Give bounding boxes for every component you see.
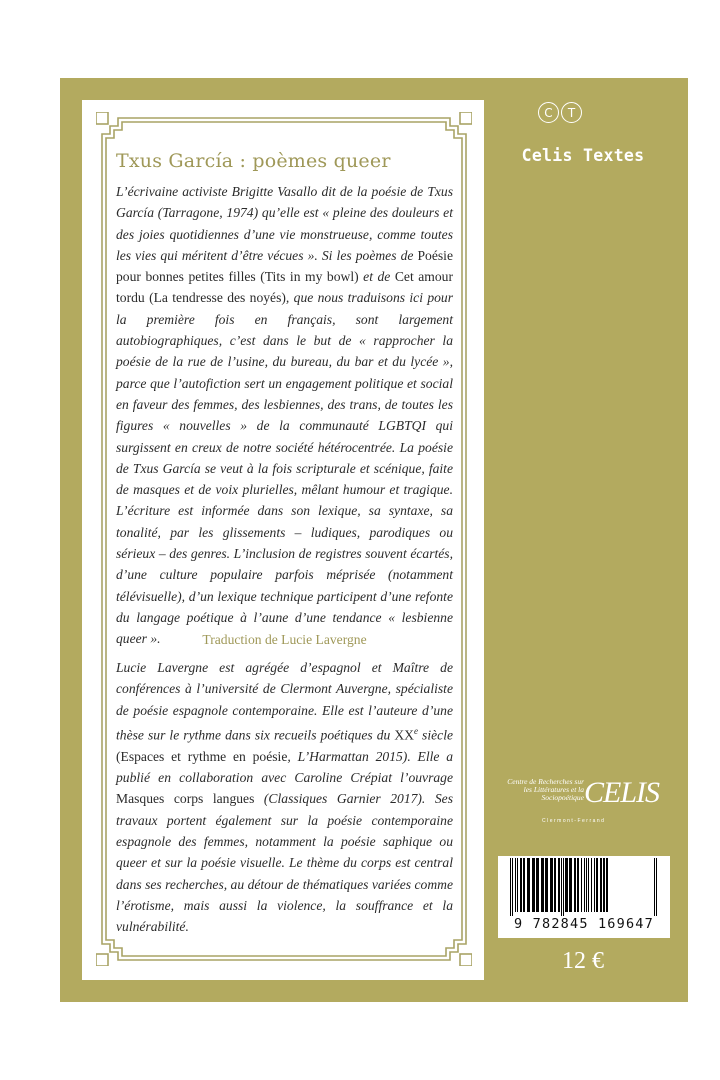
barcode-bar	[656, 858, 657, 916]
barcode-bar	[603, 858, 605, 912]
barcode-bar	[606, 858, 608, 912]
barcode-bar	[510, 858, 511, 916]
title-reference: Cet amour tordu	[116, 269, 453, 306]
barcode-bar	[581, 858, 582, 912]
barcode-bar	[600, 858, 602, 912]
barcode-bar	[541, 858, 544, 912]
logo-t: T	[561, 102, 582, 123]
text-run: siècle	[418, 727, 453, 743]
barcode-bar	[569, 858, 572, 912]
title-reference: (Espaces et rythme en poésie	[116, 748, 288, 764]
barcode-bar	[527, 858, 530, 912]
barcode-bar	[523, 858, 525, 912]
barcode-bar	[588, 858, 589, 912]
text-run: e	[414, 725, 418, 736]
barcode-bar	[558, 858, 560, 912]
barcode-bar	[577, 858, 579, 912]
barcode-bar	[517, 858, 518, 912]
celis-city: Clermont-Ferrand	[542, 818, 606, 824]
barcode-bar	[596, 858, 598, 912]
barcode-bar	[545, 858, 548, 912]
barcode-bar	[561, 858, 562, 916]
barcode-bar	[550, 858, 553, 912]
barcode-bar	[654, 858, 655, 916]
title-reference: Masques corps langues	[116, 791, 255, 807]
title-reference: Poésie pour bonnes petites filles	[116, 247, 453, 285]
barcode-bar	[515, 858, 516, 912]
barcode-bars	[500, 858, 668, 918]
barcode-bar	[574, 858, 576, 912]
barcode-bar	[520, 858, 522, 912]
logo-c: C	[538, 102, 559, 123]
series-name: Celis Textes	[521, 146, 645, 165]
book-title: Txus García : poèmes queer	[116, 150, 391, 172]
text-run: , L’Harmattan 2015). Elle a publié en collaboration avec Caroline Crépiat l’ouvrage	[116, 748, 454, 786]
celis-logo	[496, 774, 660, 834]
isbn-number: 9 782845 169647	[498, 916, 670, 932]
text-run: et de	[358, 269, 395, 285]
barcode	[498, 856, 670, 938]
title-reference: (La tendresse des noyés)	[149, 290, 286, 306]
barcode-bar	[563, 858, 564, 916]
text-run: (Classiques Garnier 2017). Ses travaux portent également sur la poésie contemporaine espagnole des femmes, notamment la poésie saphique ou queer et sur la poésie visuelle. Le thème du corps est central dans ses recherches, au détour de thématiques variées comme l’érotisme, mais aussi la violence, la souffrance et la vulnérabilité.	[116, 791, 453, 935]
barcode-bar	[586, 858, 587, 912]
barcode-bar	[584, 858, 585, 912]
ct-logo	[538, 102, 582, 123]
barcode-bar	[565, 858, 568, 912]
barcode-bar	[554, 858, 556, 912]
barcode-bar	[536, 858, 539, 912]
barcode-bar	[591, 858, 592, 912]
translation-credit: Traduction de Lucie Lavergne	[202, 632, 367, 647]
celis-wordmark: CELIS	[584, 776, 660, 809]
barcode-bar	[532, 858, 535, 912]
text-run: , que nous traduisons ici pour la première fois en français, sont largement autobiographiques, c’est dans le but de « rapprocher la poésie de la rue de l’usine, du bureau, du bar et du lycée », parce que l’autofiction sert un engagement politique et social en faveur des femmes, des lesbiennes, des trans, de toutes les figures « nouvelles » de la communauté LGBTQI qui surgissent en creux de notre société hétérocentrée. La poésie de Txus García se veut à la fois scripturale et scénique, faite de masques et de voix plurielles, mêlant humour et tragique. L’écriture est informée dans son lexique, sa syntaxe, sa tonalité, par les glissements – ludiques, parodiques ou sérieux – des genres. L’inclusion de registres souvent écartés, d’une culture populaire parfois méprisée (notamment télévisuelle), d’un lexique technique participent d’une refonte du langage poétique à l’aune d’une tendance « lesbienne queer ».	[116, 290, 454, 647]
blurb-paragraph	[116, 181, 453, 650]
celis-subtitle: Centre de Recherches sur les Littératures et la Sociopoétique	[507, 777, 584, 802]
price: 12 €	[562, 948, 604, 974]
text-run: L’écrivaine activiste Brigitte Vasallo dit de la poésie de Txus García (Tarragone, 1974) qu’elle est « pleine des douleurs et des joies quotidiennes d’une vie monstrueuse, comme toutes les vies qui méritent d’être vécues ». Si les poèmes de	[116, 184, 453, 263]
text-run: Lucie Lavergne est agrégée d’espagnol et Maître de conférences à l’université de Clermont Auvergne, spécialiste de poésie espagnole contemporaine. Elle est l’auteure d’une thèse sur le rythme dans six recueils poétiques du	[116, 660, 453, 743]
text-run: XX	[394, 727, 414, 743]
barcode-bar	[512, 858, 513, 916]
barcode-bar	[594, 858, 595, 912]
title-reference: (Tits in my bowl)	[260, 269, 359, 285]
translator-bio	[116, 657, 453, 937]
